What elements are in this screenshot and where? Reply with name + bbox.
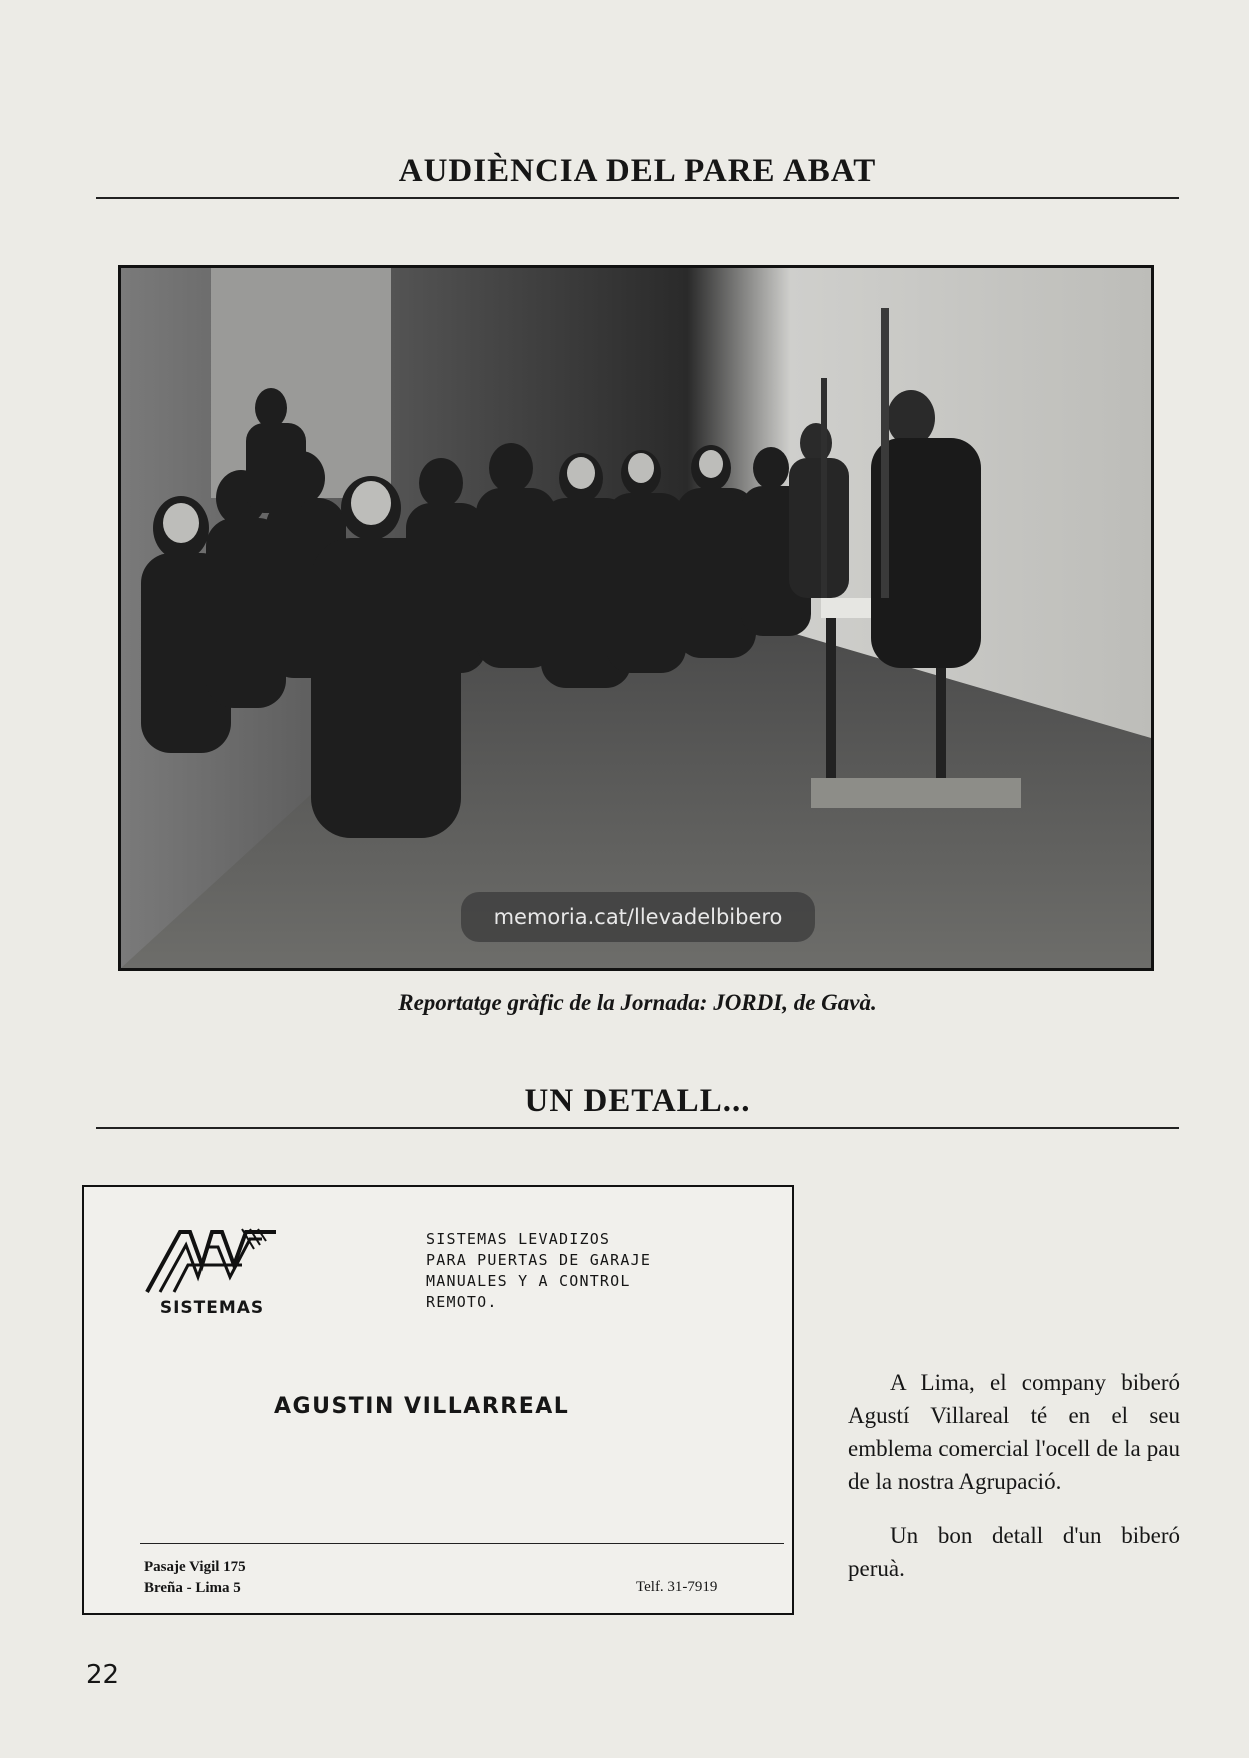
page-number: 22	[86, 1660, 120, 1690]
audience-photo	[118, 265, 1154, 971]
tagline-line: MANUALES Y A CONTROL	[426, 1272, 631, 1290]
top-rule	[96, 197, 1179, 199]
tagline-line: SISTEMAS LEVADIZOS	[426, 1230, 611, 1248]
audience-photo-icon	[121, 268, 1151, 968]
side-paragraph: Un bon detall d'un biberó peruà.	[848, 1523, 1180, 1581]
ad-owner-name: AGUSTIN VILLARREAL	[274, 1394, 570, 1419]
ad-phone: Telf. 31-7919	[636, 1579, 718, 1595]
av-logo-icon	[142, 1227, 282, 1297]
ad-divider	[140, 1543, 784, 1544]
section-title-2: UN DETALL...	[524, 1083, 751, 1119]
side-article	[848, 1366, 1180, 1606]
section-title: AUDIÈNCIA DEL PARE ABAT	[398, 153, 877, 189]
address-line: Breña - Lima 5	[144, 1580, 241, 1596]
business-ad	[82, 1185, 794, 1615]
ad-tagline	[426, 1229, 766, 1313]
ad-brand: SISTEMAS	[159, 1298, 265, 1318]
ad-address	[144, 1557, 246, 1599]
tagline-line: PARA PUERTAS DE GARAJE	[426, 1251, 652, 1269]
side-paragraph: A Lima, el company biberó Agustí Villareal té en el seu emblema comercial l'ocell de la pau de la nostra Agrupació.	[848, 1370, 1180, 1494]
watermark: memoria.cat/llevadelbibero	[461, 892, 815, 942]
mid-rule	[96, 1127, 1179, 1129]
photo-caption: Reportatge gràfic de la Jornada: JORDI, de Gavà.	[398, 990, 877, 1015]
tagline-line: REMOTO.	[426, 1293, 498, 1311]
address-line: Pasaje Vigil 175	[144, 1559, 246, 1575]
